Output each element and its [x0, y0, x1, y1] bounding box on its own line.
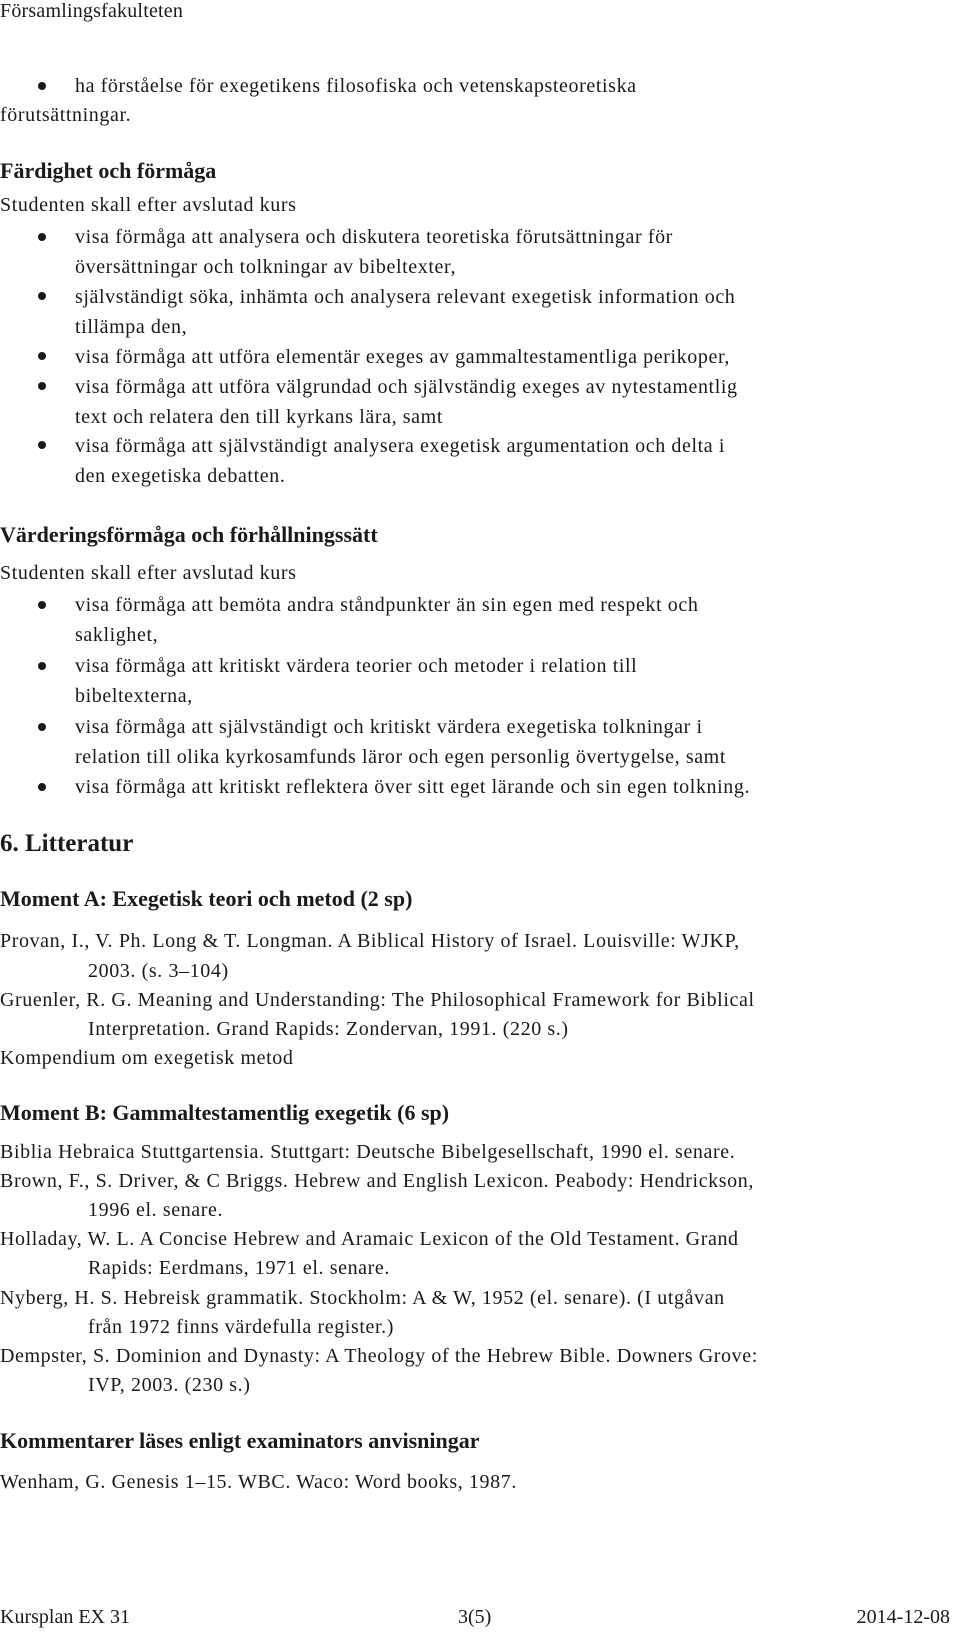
bullet-text: den exegetiska debatten.: [75, 465, 286, 487]
reference-text: Gruenler, R. G. Meaning and Understanding: The Philosophical Framework for Biblical: [0, 989, 755, 1011]
bullet-text: ha förståelse för exegetikens filosofiska och vetenskapsteoretiska: [75, 75, 637, 97]
reference-text: 1996 el. senare.: [88, 1199, 224, 1221]
bullet-text: visa förmåga att utföra välgrundad och självständig exeges av nytestamentlig: [75, 376, 738, 398]
bullet-icon: [38, 352, 46, 360]
bullet-icon: [38, 382, 46, 390]
bullet-icon: [38, 601, 46, 609]
bullet-text: bibeltexterna,: [75, 685, 193, 707]
bullet-icon: [38, 441, 46, 449]
bullet-icon: [38, 723, 46, 731]
section-heading: Värderingsförmåga och förhållningssätt: [0, 522, 378, 547]
bullet-icon: [38, 783, 46, 791]
reference-text: Holladay, W. L. A Concise Hebrew and Aramaic Lexicon of the Old Testament. Grand: [0, 1228, 739, 1250]
bullet-icon: [38, 82, 46, 90]
reference-text: Wenham, G. Genesis 1–15. WBC. Waco: Word books, 1987.: [0, 1471, 517, 1493]
reference-text: Interpretation. Grand Rapids: Zondervan, 1991. (220 s.): [88, 1018, 569, 1040]
section-lead: Studenten skall efter avslutad kurs: [0, 562, 297, 584]
bullet-text: visa förmåga att bemöta andra ståndpunkter än sin egen med respekt och: [75, 594, 699, 616]
footer-date: 2014-12-08: [856, 1606, 950, 1628]
subsection-heading: Kommentarer läses enligt examinators anvisningar: [0, 1428, 480, 1453]
reference-text: 2003. (s. 3–104): [88, 960, 229, 982]
bullet-text: självständigt söka, inhämta och analysera relevant exegetisk information och: [75, 286, 736, 308]
reference-text: Provan, I., V. Ph. Long & T. Longman. A Biblical History of Israel. Louisville: WJKP,: [0, 930, 740, 952]
bullet-text: saklighet,: [75, 624, 159, 646]
bullet-icon: [38, 292, 46, 300]
bullet-text: visa förmåga att självständigt och kritiskt värdera exegetiska tolkningar i: [75, 716, 703, 738]
bullet-text: text och relatera den till kyrkans lära, samt: [75, 406, 443, 428]
bullet-icon: [38, 662, 46, 670]
page-header: Församlingsfakulteten: [0, 0, 184, 22]
reference-text: IVP, 2003. (230 s.): [88, 1374, 251, 1396]
bullet-text: förutsättningar.: [0, 104, 132, 126]
bullet-text: översättningar och tolkningar av bibeltexter,: [75, 256, 457, 278]
reference-text: Biblia Hebraica Stuttgartensia. Stuttgart: Deutsche Bibelgesellschaft, 1990 el. senare.: [0, 1141, 736, 1163]
bullet-text: visa förmåga att självständigt analysera exegetisk argumentation och delta i: [75, 435, 726, 457]
reference-text: Brown, F., S. Driver, & C Briggs. Hebrew and English Lexicon. Peabody: Hendrickson,: [0, 1170, 754, 1192]
subsection-heading: Moment B: Gammaltestamentlig exegetik (6 sp): [0, 1100, 450, 1125]
footer-page-number: 3(5): [458, 1606, 492, 1628]
section-heading: Färdighet och förmåga: [0, 158, 217, 183]
bullet-text: visa förmåga att analysera och diskutera teoretiska förutsättningar för: [75, 226, 673, 248]
section-heading: 6. Litteratur: [0, 830, 134, 857]
reference-text: Dempster, S. Dominion and Dynasty: A Theology of the Hebrew Bible. Downers Grove:: [0, 1345, 758, 1367]
bullet-text: visa förmåga att utföra elementär exeges av gammaltestamentliga perikoper,: [75, 346, 731, 368]
section-lead: Studenten skall efter avslutad kurs: [0, 194, 297, 216]
subsection-heading: Moment A: Exegetisk teori och metod (2 sp): [0, 886, 413, 911]
bullet-text: visa förmåga att kritiskt värdera teorier och metoder i relation till: [75, 655, 638, 677]
reference-text: från 1972 finns värdefulla register.): [88, 1316, 394, 1338]
bullet-text: relation till olika kyrkosamfunds läror och egen personlig övertygelse, samt: [75, 746, 726, 768]
reference-text: Rapids: Eerdmans, 1971 el. senare.: [88, 1257, 390, 1279]
bullet-icon: [38, 233, 46, 241]
reference-text: Nyberg, H. S. Hebreisk grammatik. Stockholm: A & W, 1952 (el. senare). (I utgåvan: [0, 1287, 725, 1309]
bullet-text: tillämpa den,: [75, 316, 188, 338]
bullet-text: visa förmåga att kritiskt reflektera över sitt eget lärande och sin egen tolkning.: [75, 776, 751, 798]
footer-course-code: Kursplan EX 31: [0, 1606, 130, 1628]
reference-text: Kompendium om exegetisk metod: [0, 1047, 294, 1069]
